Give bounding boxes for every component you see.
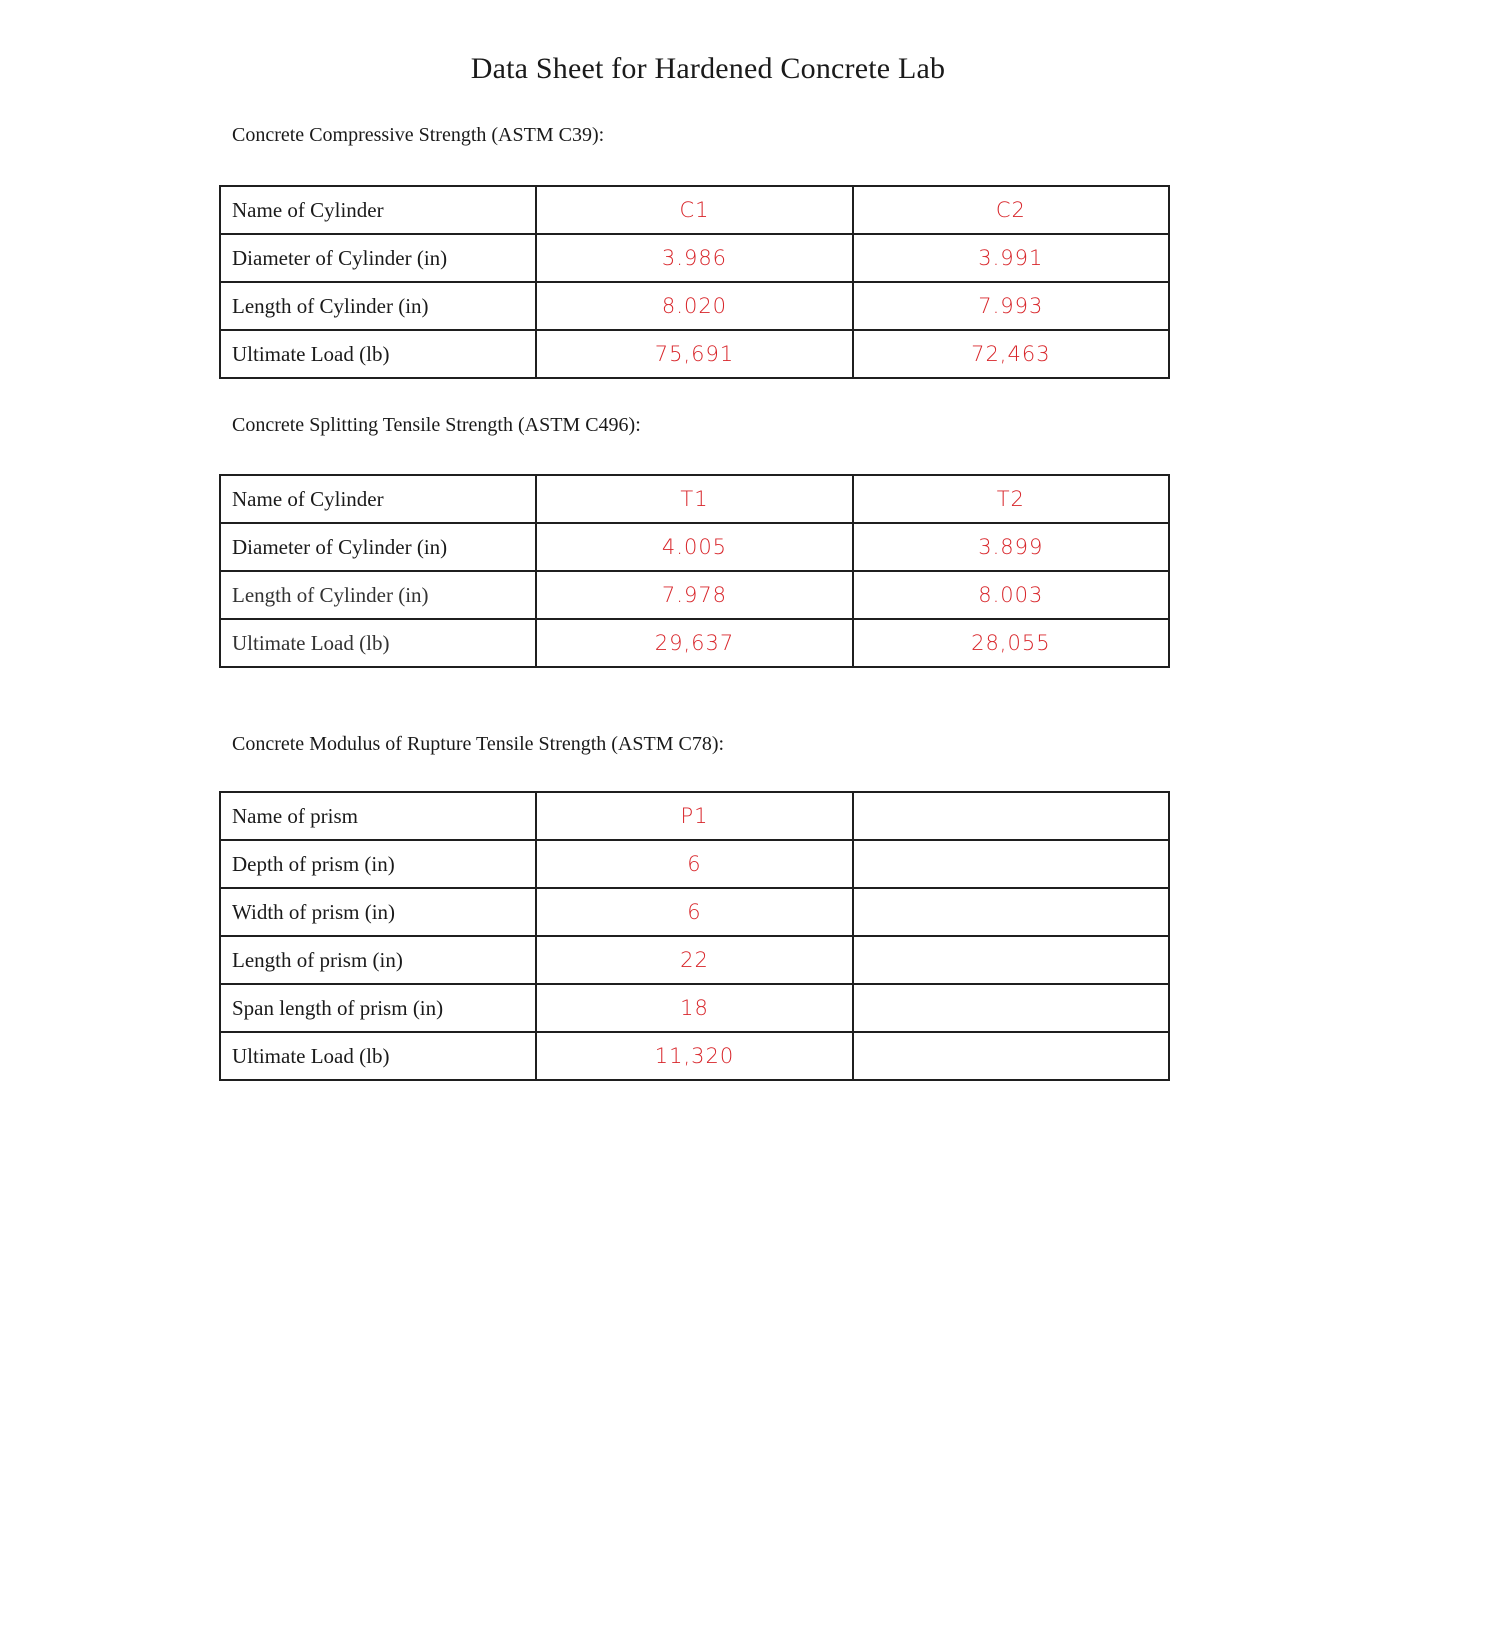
row-label: Ultimate Load (lb) [220,1032,536,1080]
handwritten-value: 11,320 [536,1032,852,1080]
handwritten-value: P1 [536,792,852,840]
handwritten-value: 3.899 [853,523,1169,571]
handwritten-value: 18 [536,984,852,1032]
handwritten-value: 3.986 [536,234,852,282]
table-row [220,234,1169,282]
empty-cell [853,936,1169,984]
modulus-of-rupture-table [219,791,1170,1081]
table-row [220,475,1169,523]
compressive-strength-table [219,185,1170,379]
row-label: Diameter of Cylinder (in) [220,234,536,282]
handwritten-value: 7.993 [853,282,1169,330]
table-row [220,792,1169,840]
row-label: Length of Cylinder (in) [220,571,536,619]
splitting-tensile-table [219,474,1170,668]
table-row [220,523,1169,571]
handwritten-value: 8.003 [853,571,1169,619]
handwritten-value: 8.020 [536,282,852,330]
row-label: Width of prism (in) [220,888,536,936]
empty-cell [853,840,1169,888]
table-row [220,619,1169,667]
handwritten-value: 3.991 [853,234,1169,282]
row-label: Length of Cylinder (in) [220,282,536,330]
handwritten-value: 29,637 [536,619,852,667]
section-heading-splitting: Concrete Splitting Tensile Strength (ASTM C496): [232,414,641,436]
table-row [220,936,1169,984]
handwritten-value: C2 [853,186,1169,234]
row-label: Name of prism [220,792,536,840]
table-row [220,840,1169,888]
table-row [220,186,1169,234]
table-row [220,984,1169,1032]
row-label: Name of Cylinder [220,186,536,234]
empty-cell [853,792,1169,840]
empty-cell [853,1032,1169,1080]
page-title: Data Sheet for Hardened Concrete Lab [470,52,946,85]
handwritten-value: 28,055 [853,619,1169,667]
row-label: Ultimate Load (lb) [220,619,536,667]
handwritten-value: 6 [536,888,852,936]
table-row [220,330,1169,378]
handwritten-value: 72,463 [853,330,1169,378]
row-label: Diameter of Cylinder (in) [220,523,536,571]
table-row [220,571,1169,619]
handwritten-value: T2 [853,475,1169,523]
row-label: Name of Cylinder [220,475,536,523]
section-heading-rupture: Concrete Modulus of Rupture Tensile Strength (ASTM C78): [232,733,725,755]
row-label: Depth of prism (in) [220,840,536,888]
handwritten-value: 22 [536,936,852,984]
section-heading-compressive: Concrete Compressive Strength (ASTM C39): [232,124,605,146]
empty-cell [853,888,1169,936]
handwritten-value: 6 [536,840,852,888]
row-label: Ultimate Load (lb) [220,330,536,378]
handwritten-value: C1 [536,186,852,234]
empty-cell [853,984,1169,1032]
handwritten-value: 7.978 [536,571,852,619]
table-row [220,282,1169,330]
row-label: Length of prism (in) [220,936,536,984]
table-row [220,1032,1169,1080]
table-row [220,888,1169,936]
handwritten-value: 75,691 [536,330,852,378]
handwritten-value: 4.005 [536,523,852,571]
handwritten-value: T1 [536,475,852,523]
row-label: Span length of prism (in) [220,984,536,1032]
